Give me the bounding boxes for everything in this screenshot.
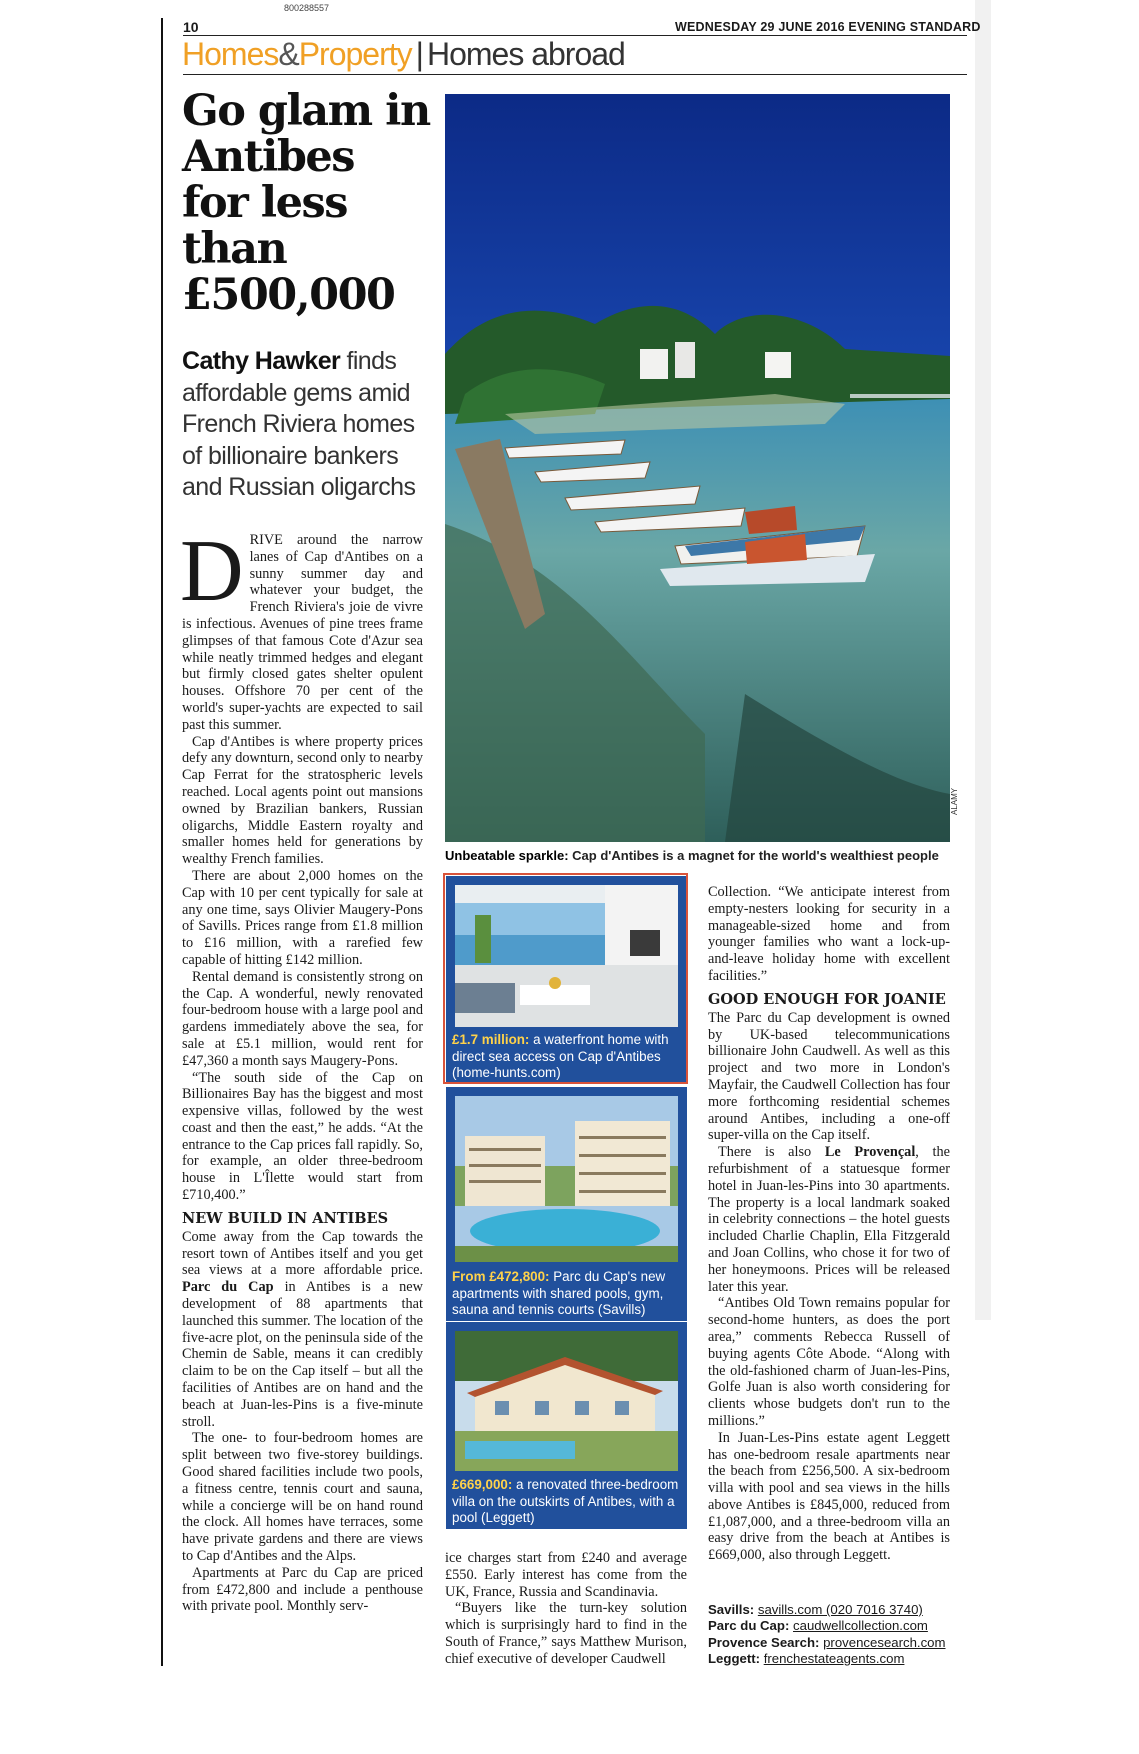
sidebox-caption <box>452 1032 682 1082</box>
sidebox-caption <box>452 1477 682 1527</box>
paragraph: The one- to four-bedroom homes are split between two five-storey buildings. Good shared facilities include two pools, a fitness centre, tennis court and sauna, while a concierge will be on hand round the clock. All homes have terraces, some have private gardens and there are views to Cap d'Antibes and the Alps. <box>182 1430 423 1565</box>
section-property: Property <box>298 36 412 72</box>
paragraph: “The south side of the Cap on Billionaires Bay has the biggest and most expensive villas, followed by the west coast and then the east,” he adds. “At the entrance to the Cap prices fall rapidly. So, for example, an older three-bedroom house in L'Îlette would start from £710,400.” <box>182 1069 423 1204</box>
photo-apartments-pool <box>455 1096 678 1262</box>
dateline: WEDNESDAY 29 JUNE 2016 EVENING STANDARD <box>675 20 981 34</box>
paragraph: ice charges start from £240 and average £550. Early interest has come from the UK, France, Russia and Scandinavia. <box>445 1550 687 1600</box>
subheading-new-build: NEW BUILD IN ANTIBES <box>182 1209 389 1227</box>
photo-waterfront-interior <box>455 885 678 1027</box>
paragraph-text: RIVE around the narrow lanes of Cap d'Antibes on a sunny summer day and whatever your budget, the French Riviera's joie de vivre is infectious. Avenues of pine trees frame glimpses of that famous Cote d'Azur sea while neatly trimmed hedges and elegant but firmly closed gates shelter opulent houses. Offshore 70 per cent of the world's super-yachts are expected to sail past this summer. <box>182 532 423 733</box>
sidebox-caption <box>452 1269 682 1319</box>
paragraph <box>182 1229 423 1431</box>
photo-credit: ALAMY <box>950 787 959 815</box>
sidebox-renovated-villa <box>446 1322 687 1529</box>
page-number: 10 <box>183 19 199 35</box>
caption-text: Parc du Cap's new apartments with shared pools, gym, sauna and tennis courts (Savills) <box>452 1269 666 1317</box>
main-photo-caption <box>445 848 965 863</box>
contact-list <box>708 1602 968 1668</box>
paragraph: Rental demand is consistently strong on the Cap. A wonderful, newly renovated four-bedroom house with a large pool and gardens immediately above the sea, for sale at £5.1 million, would rent for £47,360 a month says Maugery-Pons. <box>182 968 423 1069</box>
page-left-rule <box>161 18 163 1666</box>
price-label: From £472,800: <box>452 1269 550 1284</box>
contact-link[interactable]: frenchestateagents.com <box>763 1651 905 1667</box>
section-rule <box>183 74 967 75</box>
contact-link[interactable]: provencesearch.com <box>823 1634 946 1650</box>
drop-cap: D <box>180 523 244 620</box>
contact-name: Leggett: <box>708 1651 761 1667</box>
sidebox-waterfront-home <box>446 876 687 1083</box>
archive-stamp: 800288557 <box>284 3 330 13</box>
headline: Go glam in Antibes for less than £500,000 <box>182 86 430 320</box>
section-title <box>182 34 625 74</box>
standfirst <box>182 346 432 504</box>
contact-name: Parc du Cap: <box>708 1618 790 1634</box>
caption-label: Unbeatable sparkle: <box>445 848 569 863</box>
paragraph-text: Come away from the Cap towards the resort town of Antibes itself and you get sea views at a more affordable price. <box>182 1228 423 1279</box>
paragraph: Apartments at Parc du Cap are priced from £472,800 and include a penthouse with private pool. Monthly serv- <box>182 1564 423 1615</box>
photo-villa-pool <box>455 1331 678 1471</box>
section-subtitle: Homes abroad <box>426 36 625 72</box>
page-edge-shade <box>975 0 991 1320</box>
bold-name: Parc du Cap <box>182 1279 274 1296</box>
byline-author: Cathy Hawker <box>182 347 341 375</box>
paragraph: “Antibes Old Town remains popular for second-home hunters, as does the port area,” comments Rebecca Russell of buying agents Côte Abode. “Along with the old-fashioned charm of Juan-les-Pins, Golfe Juan is also worth considering for clients whose budgets don't run to the millions.” <box>708 1295 950 1429</box>
contact-name: Provence Search: <box>708 1634 820 1650</box>
article-column-1 <box>180 523 424 1615</box>
article-column-3 <box>708 884 950 1564</box>
caption-text: a renovated three-bedroom villa on the outskirts of Antibes, with a pool (Leggett) <box>452 1477 679 1525</box>
caption-text: a waterfront home with direct sea access on Cap d'Antibes (home-hunts.com) <box>452 1032 669 1080</box>
price-label: £669,000: <box>452 1477 513 1492</box>
paragraph <box>708 1144 950 1295</box>
paragraph: In Juan-Les-Pins estate agent Leggett has one-bedroom resale apartments near the beach from £256,500. A six-bedroom villa with pool and sea views in the hills above Antibes is £845,000, reduced from £1,087,000, and a three-bedroom villa an easy drive from the beach at Antibes is £669,000, also through Leggett. <box>708 1429 950 1564</box>
caption-text: Cap d'Antibes is a magnet for the world's wealthiest people <box>568 848 939 863</box>
contact-leggett <box>708 1651 968 1667</box>
paragraph-text: , the refurbishment of a statuesque former hotel in Juan-les-Pins into 30 apartments. The property is a local landmark soaked in celebrity connections – the hotel guests included Charlie Chaplin, Ella Fitzgerald and Joan Collins, who chose it for two of her honeymoons. Prices will be released later this year. <box>708 1144 950 1295</box>
contact-link[interactable]: caudwellcollection.com <box>793 1618 928 1634</box>
paragraph: Cap d'Antibes is where property prices defy any downturn, second only to nearby Cap Ferrat for the stratospheric levels reached. Local agents point out mansions owned by Brazilian bankers, Russian oligarchs, Middle Eastern royalty and smaller homes held for generations by wealthy French families. <box>182 733 424 868</box>
contact-savills <box>708 1602 968 1618</box>
section-homes: Homes <box>182 36 279 72</box>
paragraph: The Parc du Cap development is owned by UK-based telecommunications billionaire John Caudwell. As well as this project and two more in London's Mayfair, the Caudwell Collection has four more forthcoming residential schemes around Antibes, including a one-off super-villa on the Cap itself. <box>708 1009 950 1144</box>
paragraph-text: There is also <box>718 1144 825 1161</box>
bold-name: Le Provençal <box>824 1144 916 1161</box>
paragraph: “Buyers like the turn-key solution which is surprisingly hard to find in the South of France,” says Matthew Murison, chief executive of developer Caudwell <box>445 1600 687 1667</box>
paragraph <box>180 523 423 734</box>
price-label: £1.7 million: <box>452 1032 530 1047</box>
contact-provence-search <box>708 1635 968 1651</box>
paragraph: There are about 2,000 homes on the Cap with 10 per cent typically for sale at any one time, says Olivier Maugery-Pons of Savills. Prices range from £1.8 million to £16 million, with a rarefied few capable of hitting £142 million. <box>182 867 423 968</box>
article-column-2 <box>445 1550 687 1668</box>
standfirst-text: finds affordable gems amid French Riviera homes of billionaire bankers and Russian oligarchs <box>182 347 416 501</box>
sidebox-parc-du-cap <box>446 1087 687 1321</box>
contact-name: Savills: <box>708 1602 755 1617</box>
main-photo-harbour <box>445 94 950 842</box>
contact-link[interactable]: savills.com (020 7016 3740) <box>757 1602 923 1617</box>
paragraph-text: in Antibes is a new development of 88 apartments that launched this summer. The location of the five-acre plot, on the peninsula side of the Chemin de Sable, means it can credibly claim to be on the Cap itself – but all the facilities of Antibes are on hand and the beach at Juan-les-Pins is a five-minute stroll. <box>182 1279 423 1430</box>
paragraph: Collection. “We anticipate interest from empty-nesters looking for security in a manageable-sized home and from younger families who want a lock-up-and-leave holiday home with excellent facilities.” <box>708 884 950 984</box>
section-amp: & <box>278 36 299 72</box>
section-separator: | <box>415 36 423 72</box>
subheading-joanie: GOOD ENOUGH FOR JOANIE <box>708 990 946 1008</box>
contact-parc-du-cap <box>708 1618 968 1634</box>
